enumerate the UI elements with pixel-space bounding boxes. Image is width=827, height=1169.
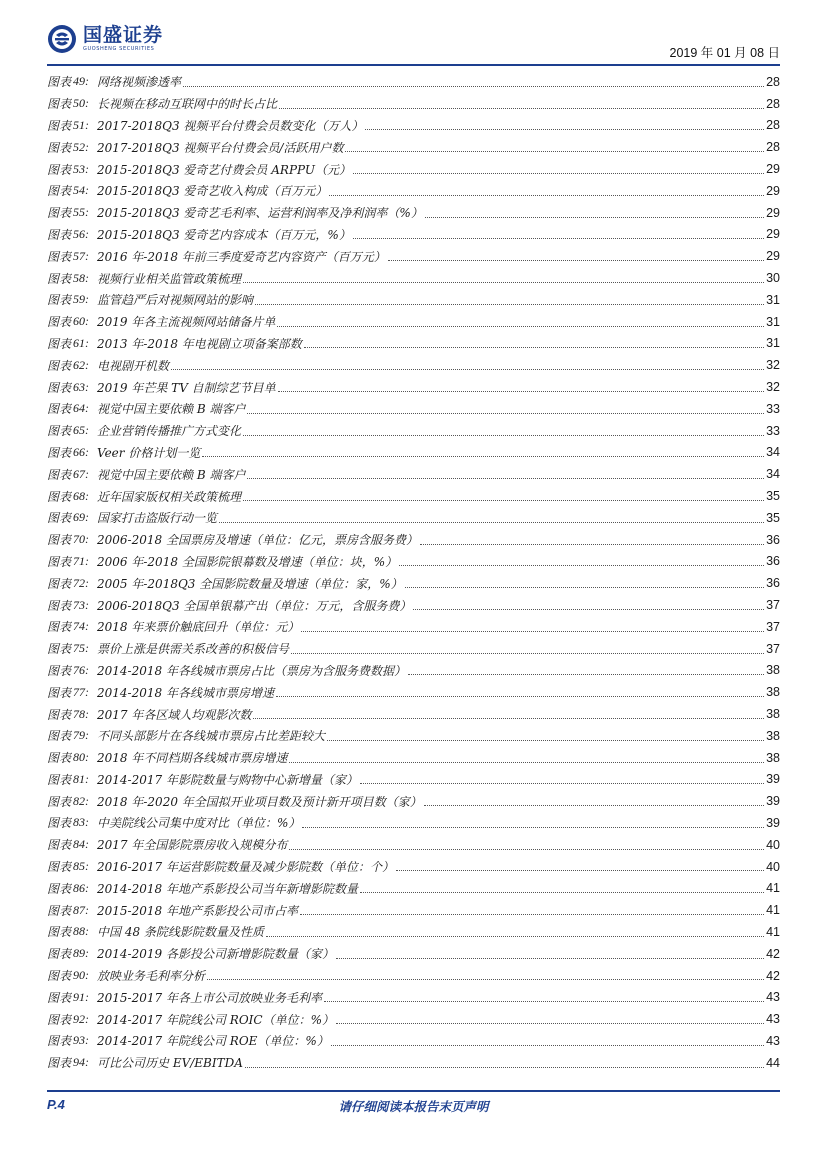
toc-entry[interactable] bbox=[47, 572, 780, 594]
toc-entry-number: 70: bbox=[73, 532, 90, 547]
toc-entry-leader bbox=[413, 608, 764, 610]
toc-entry-number: 77: bbox=[73, 684, 90, 699]
toc-entry-title: 企业营销传播推广方式变化 bbox=[97, 424, 242, 439]
toc-entry[interactable] bbox=[47, 158, 780, 180]
toc-entry-leader bbox=[353, 237, 764, 239]
toc-entry-leader bbox=[365, 128, 764, 130]
toc-entry-label: 图表 bbox=[47, 620, 72, 635]
toc-entry-number: 85: bbox=[73, 859, 90, 874]
toc-entry-leader bbox=[324, 1000, 764, 1002]
toc-entry-label: 图表 bbox=[47, 467, 72, 482]
toc-entry[interactable] bbox=[47, 965, 780, 987]
toc-entry-label: 图表 bbox=[47, 881, 72, 896]
toc-entry-page: 34 bbox=[766, 445, 780, 460]
toc-entry-label: 图表 bbox=[47, 685, 72, 700]
toc-entry-page: 33 bbox=[766, 423, 780, 438]
toc-entry-page: 29 bbox=[766, 227, 780, 242]
toc-entry-title: 长视频在移动互联网中的时长占比 bbox=[97, 97, 278, 112]
toc-entry-number: 63: bbox=[73, 379, 90, 394]
toc-entry-leader bbox=[331, 1044, 764, 1046]
toc-entry-label: 图表 bbox=[47, 424, 72, 439]
toc-entry[interactable] bbox=[47, 420, 780, 442]
toc-entry-leader bbox=[245, 1066, 764, 1068]
toc-entry-label: 图表 bbox=[47, 1012, 72, 1027]
toc-entry-label: 图表 bbox=[47, 838, 72, 853]
toc-entry-leader bbox=[202, 455, 764, 457]
toc-entry-number: 93: bbox=[73, 1033, 90, 1048]
toc-entry[interactable] bbox=[47, 463, 780, 485]
toc-entry-number: 60: bbox=[73, 314, 90, 329]
toc-entry-page: 32 bbox=[766, 358, 780, 373]
toc-entry-leader bbox=[207, 978, 764, 980]
toc-entry-label: 图表 bbox=[47, 990, 72, 1005]
toc-entry-label: 图表 bbox=[47, 511, 72, 526]
toc-entry-label: 图表 bbox=[47, 576, 72, 591]
toc-entry-label: 图表 bbox=[47, 969, 72, 984]
toc-entry[interactable] bbox=[47, 812, 780, 834]
toc-entry[interactable] bbox=[47, 638, 780, 660]
footer-divider bbox=[47, 1090, 780, 1092]
toc-entry[interactable] bbox=[47, 376, 780, 398]
toc-entry-page: 34 bbox=[766, 467, 780, 482]
toc-entry-page: 36 bbox=[766, 532, 780, 547]
toc-entry-title: 2017 年全国影院票房收入规模分布 bbox=[97, 838, 288, 853]
toc-entry-page: 29 bbox=[766, 162, 780, 177]
toc-entry-page: 42 bbox=[766, 946, 780, 961]
toc-entry-number: 73: bbox=[73, 597, 90, 612]
toc-entry[interactable] bbox=[47, 834, 780, 856]
toc-entry-page: 35 bbox=[766, 510, 780, 525]
toc-entry-number: 62: bbox=[73, 357, 90, 372]
toc-entry-page: 38 bbox=[766, 728, 780, 743]
toc-entry-label: 图表 bbox=[47, 140, 72, 155]
toc-entry-number: 61: bbox=[73, 335, 90, 350]
toc-entry-title: Veer 价格计划一览 bbox=[97, 445, 201, 460]
toc-entry-label: 图表 bbox=[47, 772, 72, 787]
toc-entry[interactable] bbox=[47, 986, 780, 1008]
toc-entry[interactable] bbox=[47, 354, 780, 376]
toc-entry-leader bbox=[302, 826, 764, 828]
toc-entry-label: 图表 bbox=[47, 751, 72, 766]
toc-entry-page: 29 bbox=[766, 183, 780, 198]
toc-entry-title: 2014-2018 年地产系影投公司当年新增影院数量 bbox=[97, 881, 358, 896]
toc-entry-label: 图表 bbox=[47, 206, 72, 221]
toc-entry[interactable] bbox=[47, 1052, 780, 1074]
toc-entry-label: 图表 bbox=[47, 598, 72, 613]
toc-entry-label: 图表 bbox=[47, 227, 72, 242]
toc-entry-label: 图表 bbox=[47, 860, 72, 875]
toc-entry-page: 30 bbox=[766, 271, 780, 286]
toc-entry-leader bbox=[255, 303, 764, 305]
toc-entry-leader bbox=[301, 630, 764, 632]
toc-entry-page: 36 bbox=[766, 554, 780, 569]
toc-entry-number: 87: bbox=[73, 902, 90, 917]
toc-entry-number: 67: bbox=[73, 466, 90, 481]
toc-entry-page: 43 bbox=[766, 990, 780, 1005]
toc-entry-label: 图表 bbox=[47, 642, 72, 657]
toc-entry-label: 图表 bbox=[47, 663, 72, 678]
toc-entry[interactable] bbox=[47, 115, 780, 137]
toc-entry[interactable] bbox=[47, 507, 780, 529]
toc-entry[interactable] bbox=[47, 943, 780, 965]
toc-entry[interactable] bbox=[47, 790, 780, 812]
toc-entry-number: 91: bbox=[73, 989, 90, 1004]
toc-entry[interactable] bbox=[47, 267, 780, 289]
toc-entry-title: 2006 年-2018 全国影院银幕数及增速（单位：块，%） bbox=[97, 554, 398, 569]
report-date: 2019 年 01 月 08 日 bbox=[669, 46, 780, 60]
toc-entry-title: 2015-2018Q3 爱奇艺内容成本（百万元，%） bbox=[97, 227, 351, 242]
toc-entry-number: 72: bbox=[73, 575, 90, 590]
toc-entry[interactable] bbox=[47, 442, 780, 464]
toc-entry-title: 2014-2019 各影投公司新增影院数量（家） bbox=[97, 947, 334, 962]
toc-entry-number: 53: bbox=[73, 161, 90, 176]
toc-entry-label: 图表 bbox=[47, 707, 72, 722]
toc-entry-leader bbox=[247, 412, 764, 414]
toc-entry-number: 78: bbox=[73, 706, 90, 721]
toc-entry[interactable] bbox=[47, 71, 780, 93]
toc-entry-page: 42 bbox=[766, 968, 780, 983]
toc-entry-number: 51: bbox=[73, 117, 90, 132]
toc-entry-leader bbox=[304, 346, 764, 348]
toc-entry-label: 图表 bbox=[47, 1056, 72, 1071]
toc-entry-number: 68: bbox=[73, 488, 90, 503]
toc-entry-number: 64: bbox=[73, 401, 90, 416]
toc-entry-label: 图表 bbox=[47, 794, 72, 809]
toc-entry-leader bbox=[424, 804, 764, 806]
toc-entry-page: 38 bbox=[766, 685, 780, 700]
toc-entry-page: 43 bbox=[766, 1012, 780, 1027]
toc-entry-title: 2015-2018Q3 爱奇艺收入构成（百万元） bbox=[97, 184, 328, 199]
toc-entry-label: 图表 bbox=[47, 729, 72, 744]
toc-entry-leader bbox=[247, 477, 764, 479]
toc-entry[interactable] bbox=[47, 224, 780, 246]
toc-entry-page: 28 bbox=[766, 118, 780, 133]
toc-entry[interactable] bbox=[47, 747, 780, 769]
toc-entry-label: 图表 bbox=[47, 445, 72, 460]
toc-entry-title: 2017 年各区域人均观影次数 bbox=[97, 707, 252, 722]
toc-entry[interactable] bbox=[47, 899, 780, 921]
toc-entry[interactable] bbox=[47, 311, 780, 333]
toc-entry[interactable] bbox=[47, 921, 780, 943]
toc-entry-label: 图表 bbox=[47, 315, 72, 330]
toc-entry-title: 2014-2017 年影院数量与购物中心新增量（家） bbox=[97, 772, 358, 787]
toc-entry-label: 图表 bbox=[47, 533, 72, 548]
toc-entry-page: 35 bbox=[766, 489, 780, 504]
toc-entry[interactable] bbox=[47, 289, 780, 311]
toc-entry-title: 票价上涨是供需关系改善的积极信号 bbox=[97, 642, 290, 657]
toc-entry-leader bbox=[279, 107, 764, 109]
toc-entry-number: 54: bbox=[73, 183, 90, 198]
toc-entry-leader bbox=[425, 216, 764, 218]
toc-entry-leader bbox=[289, 761, 764, 763]
toc-entry-number: 49: bbox=[73, 74, 90, 89]
toc-entry-page: 40 bbox=[766, 837, 780, 852]
toc-entry-title: 2016 年-2018 年前三季度爱奇艺内容资产（百万元） bbox=[97, 249, 386, 264]
page-number: P.4 bbox=[47, 1097, 65, 1112]
toc-entry-leader bbox=[278, 390, 764, 392]
toc-entry-label: 图表 bbox=[47, 489, 72, 504]
toc-entry-leader bbox=[327, 739, 764, 741]
toc-entry-leader bbox=[336, 1022, 764, 1024]
toc-entry-label: 图表 bbox=[47, 903, 72, 918]
toc-entry-title: 2014-2018 年各线城市票房占比（票房为含服务费数据） bbox=[97, 663, 406, 678]
toc-entry-title: 2014-2017 年院线公司 ROE（单位：%） bbox=[97, 1034, 329, 1049]
toc-entry-title: 视觉中国主要依赖 B 端客户 bbox=[97, 467, 246, 482]
toc-entry-page: 39 bbox=[766, 794, 780, 809]
toc-entry-leader bbox=[336, 957, 764, 959]
toc-entry-title: 2014-2017 年院线公司 ROIC（单位：%） bbox=[97, 1012, 334, 1027]
toc-entry-label: 图表 bbox=[47, 75, 72, 90]
toc-entry-leader bbox=[266, 935, 764, 937]
toc-entry-number: 59: bbox=[73, 292, 90, 307]
toc-entry-title: 可比公司历史 EV/EBITDA bbox=[97, 1056, 243, 1071]
toc-entry-number: 69: bbox=[73, 510, 90, 525]
toc-entry-number: 74: bbox=[73, 619, 90, 634]
toc-entry-number: 52: bbox=[73, 139, 90, 154]
toc-entry-leader bbox=[291, 652, 764, 654]
toc-entry-page: 37 bbox=[766, 598, 780, 613]
toc-entry-number: 58: bbox=[73, 270, 90, 285]
toc-entry-leader bbox=[243, 499, 764, 501]
disclaimer-note: 请仔细阅读本报告末页声明 bbox=[338, 1099, 489, 1114]
toc-entry-leader bbox=[300, 913, 764, 915]
toc-entry[interactable] bbox=[47, 877, 780, 899]
toc-entry-number: 71: bbox=[73, 553, 90, 568]
toc-entry-title: 2015-2018Q3 爱奇艺毛利率、运营利润率及净利润率（%） bbox=[97, 206, 423, 221]
toc-entry-number: 88: bbox=[73, 924, 90, 939]
toc-entry-label: 图表 bbox=[47, 293, 72, 308]
toc-entry-title: 国家打击盗版行动一览 bbox=[97, 511, 218, 526]
toc-entry-page: 39 bbox=[766, 772, 780, 787]
toc-entry-page: 41 bbox=[766, 924, 780, 939]
toc-entry-leader bbox=[408, 673, 764, 675]
toc-entry-number: 86: bbox=[73, 880, 90, 895]
toc-entry-page: 39 bbox=[766, 815, 780, 830]
toc-entry[interactable] bbox=[47, 1008, 780, 1030]
company-logo bbox=[47, 24, 163, 54]
toc-entry-leader bbox=[243, 434, 764, 436]
toc-entry-title: 2017-2018Q3 视频平台付费会员/活跃用户数 bbox=[97, 140, 344, 155]
toc-entry[interactable] bbox=[47, 856, 780, 878]
toc-entry-leader bbox=[219, 521, 764, 523]
toc-entry-leader bbox=[360, 891, 764, 893]
toc-entry-number: 65: bbox=[73, 423, 90, 438]
toc-entry-number: 76: bbox=[73, 662, 90, 677]
toc-entry-title: 监管趋严后对视频网站的影响 bbox=[97, 293, 254, 308]
toc-entry-page: 43 bbox=[766, 1033, 780, 1048]
toc-entry-leader bbox=[353, 172, 764, 174]
company-name-en: GUOSHENG SECURITIES bbox=[83, 46, 155, 52]
toc-entry-label: 图表 bbox=[47, 816, 72, 831]
toc-entry[interactable] bbox=[47, 245, 780, 267]
toc-entry-label: 图表 bbox=[47, 97, 72, 112]
toc-entry-title: 放映业务毛利率分析 bbox=[97, 969, 206, 984]
toc-entry-leader bbox=[243, 281, 764, 283]
toc-entry-number: 89: bbox=[73, 946, 90, 961]
toc-entry-leader bbox=[253, 717, 764, 719]
toc-entry-number: 94: bbox=[73, 1055, 90, 1070]
toc-entry-number: 80: bbox=[73, 750, 90, 765]
toc-entry-page: 29 bbox=[766, 205, 780, 220]
toc-entry-number: 79: bbox=[73, 728, 90, 743]
toc-entry-title: 视频行业相关监管政策梳理 bbox=[97, 271, 242, 286]
toc-entry-title: 2019 年芒果 TV 自制综艺节目单 bbox=[97, 380, 276, 395]
toc-entry-title: 2006-2018Q3 全国单银幕产出（单位：万元，含服务费） bbox=[97, 598, 412, 613]
toc-entry-label: 图表 bbox=[47, 925, 72, 940]
toc-entry-page: 28 bbox=[766, 140, 780, 155]
toc-entry-label: 图表 bbox=[47, 118, 72, 133]
toc-entry-page: 37 bbox=[766, 619, 780, 634]
toc-entry-number: 82: bbox=[73, 793, 90, 808]
toc-entry-number: 90: bbox=[73, 968, 90, 983]
toc-entry-title: 视觉中国主要依赖 B 端客户 bbox=[97, 402, 246, 417]
toc-entry-page: 28 bbox=[766, 74, 780, 89]
toc-entry-leader bbox=[388, 259, 764, 261]
toc-entry-title: 2017-2018Q3 视频平台付费会员数变化（万人） bbox=[97, 118, 364, 133]
toc-entry-label: 图表 bbox=[47, 271, 72, 286]
toc-entry-page: 40 bbox=[766, 859, 780, 874]
toc-entry-page: 38 bbox=[766, 707, 780, 721]
header-divider bbox=[47, 64, 780, 66]
toc-entry[interactable] bbox=[47, 136, 780, 158]
toc-entry-leader bbox=[405, 586, 764, 588]
toc-entry-title: 2019 年各主流视频网站储备片单 bbox=[97, 315, 276, 330]
toc-entry-leader bbox=[277, 325, 764, 327]
toc-entry-leader bbox=[345, 150, 764, 152]
toc-entry-label: 图表 bbox=[47, 947, 72, 962]
toc-entry-page: 29 bbox=[766, 249, 780, 264]
toc-entry[interactable] bbox=[47, 485, 780, 507]
toc-entry-title: 2018 年来票价触底回升（单位：元） bbox=[97, 620, 300, 635]
toc-entry[interactable] bbox=[47, 725, 780, 747]
toc-entry-leader bbox=[396, 869, 764, 871]
toc-entry[interactable] bbox=[47, 93, 780, 115]
toc-entry-title: 网络视频渗透率 bbox=[97, 75, 182, 90]
toc-entry-title: 不同头部影片在各线城市票房占比差距较大 bbox=[97, 729, 326, 744]
toc-entry-number: 56: bbox=[73, 226, 90, 241]
company-name-cn: 国盛证券 bbox=[83, 24, 164, 46]
page-header bbox=[0, 0, 827, 68]
toc-entry-page: 28 bbox=[766, 96, 780, 111]
toc-entry-number: 83: bbox=[73, 815, 90, 830]
toc-entry-label: 图表 bbox=[47, 162, 72, 177]
toc-entry-label: 图表 bbox=[47, 554, 72, 569]
figure-index-list bbox=[47, 71, 780, 1074]
toc-entry[interactable] bbox=[47, 703, 780, 725]
toc-entry[interactable] bbox=[47, 616, 780, 638]
toc-entry-title: 2013 年-2018 年电视剧立项备案部数 bbox=[97, 336, 302, 351]
toc-entry-number: 55: bbox=[73, 205, 90, 220]
toc-entry-title: 中国 48 条院线影院数量及性质 bbox=[97, 925, 264, 940]
toc-entry[interactable] bbox=[47, 769, 780, 791]
toc-entry-label: 图表 bbox=[47, 380, 72, 395]
toc-entry-title: 2015-2018 年地产系影投公司市占率 bbox=[97, 903, 298, 918]
toc-entry-number: 50: bbox=[73, 96, 90, 111]
toc-entry-page: 31 bbox=[766, 336, 780, 351]
toc-entry-label: 图表 bbox=[47, 336, 72, 351]
toc-entry[interactable] bbox=[47, 594, 780, 616]
toc-entry-leader bbox=[289, 848, 764, 850]
toc-entry[interactable] bbox=[47, 398, 780, 420]
company-logo-icon bbox=[47, 24, 77, 54]
toc-entry-label: 图表 bbox=[47, 358, 72, 373]
toc-entry[interactable] bbox=[47, 180, 780, 202]
toc-entry-page: 31 bbox=[766, 314, 780, 329]
toc-entry-title: 电视剧开机数 bbox=[97, 358, 170, 373]
toc-entry[interactable] bbox=[47, 551, 780, 573]
toc-entry-label: 图表 bbox=[47, 402, 72, 417]
toc-entry-title: 2015-2018Q3 爱奇艺付费会员 ARPPU（元） bbox=[97, 162, 352, 177]
toc-entry-title: 2018 年不同档期各线城市票房增速 bbox=[97, 751, 288, 766]
toc-entry-number: 92: bbox=[73, 1011, 90, 1026]
toc-entry[interactable] bbox=[47, 660, 780, 682]
toc-entry-title: 2015-2017 年各上市公司放映业务毛利率 bbox=[97, 990, 322, 1005]
toc-entry-number: 75: bbox=[73, 641, 90, 656]
toc-entry-page: 31 bbox=[766, 292, 780, 307]
toc-entry-number: 57: bbox=[73, 248, 90, 263]
toc-entry-page: 33 bbox=[766, 401, 780, 416]
toc-entry-page: 37 bbox=[766, 641, 780, 656]
toc-entry-leader bbox=[420, 543, 764, 545]
toc-entry-page: 41 bbox=[766, 903, 780, 918]
toc-entry-title: 2005 年-2018Q3 全国影院数量及增速（单位：家，%） bbox=[97, 576, 403, 591]
toc-entry-leader bbox=[183, 85, 764, 87]
toc-entry-page: 44 bbox=[766, 1055, 780, 1070]
toc-entry-page: 32 bbox=[766, 380, 780, 395]
toc-entry[interactable] bbox=[47, 681, 780, 703]
toc-entry[interactable] bbox=[47, 202, 780, 224]
toc-entry-leader bbox=[360, 782, 764, 784]
toc-entry[interactable] bbox=[47, 529, 780, 551]
toc-entry[interactable] bbox=[47, 333, 780, 355]
toc-entry-page: 38 bbox=[766, 663, 780, 678]
toc-entry-leader bbox=[329, 194, 764, 196]
toc-entry-label: 图表 bbox=[47, 249, 72, 264]
toc-entry-number: 66: bbox=[73, 444, 90, 459]
toc-entry-label: 图表 bbox=[47, 184, 72, 199]
toc-entry-title: 2016-2017 年运营影院数量及减少影院数（单位：个） bbox=[97, 860, 394, 875]
toc-entry-leader bbox=[171, 368, 764, 370]
toc-entry-number: 81: bbox=[73, 771, 90, 786]
toc-entry-title: 2018 年-2020 年全国拟开业项目数及预计新开项目数（家） bbox=[97, 794, 422, 809]
toc-entry-title: 近年国家版权相关政策梳理 bbox=[97, 489, 242, 504]
toc-entry-page: 38 bbox=[766, 750, 780, 765]
toc-entry-title: 中美院线公司集中度对比（单位：%） bbox=[97, 816, 301, 831]
toc-entry-number: 84: bbox=[73, 837, 90, 852]
toc-entry[interactable] bbox=[47, 1030, 780, 1052]
toc-entry-label: 图表 bbox=[47, 1034, 72, 1049]
toc-entry-title: 2006-2018 全国票房及增速（单位：亿元，票房含服务费） bbox=[97, 533, 418, 548]
toc-entry-page: 41 bbox=[766, 881, 780, 896]
toc-entry-page: 36 bbox=[766, 576, 780, 591]
toc-entry-leader bbox=[276, 695, 764, 697]
toc-entry-title: 2014-2018 年各线城市票房增速 bbox=[97, 685, 274, 700]
toc-entry-leader bbox=[399, 564, 764, 566]
